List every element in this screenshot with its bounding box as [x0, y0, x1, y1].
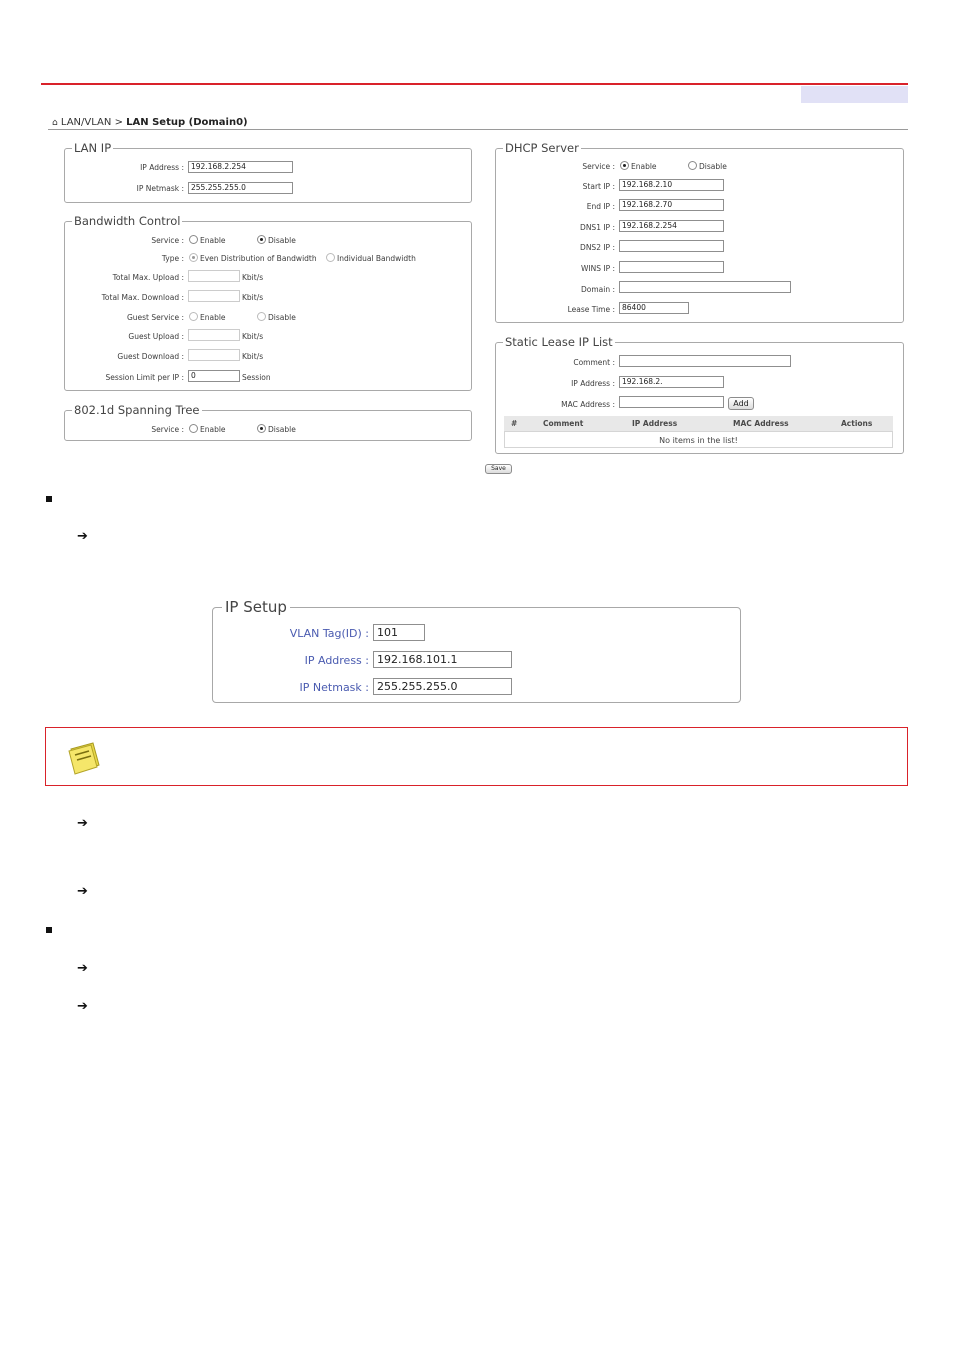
bw-guest-upload-unit: Kbit/s: [242, 332, 264, 341]
bw-service-disable-radio[interactable]: [257, 235, 266, 244]
header-divider: [41, 83, 908, 85]
bw-guest-download-label: Guest Download :: [117, 352, 184, 361]
dhcp-enable-radio[interactable]: [620, 161, 629, 170]
bw-session-input[interactable]: 0: [188, 370, 240, 382]
bw-type-individual-radio[interactable]: [326, 253, 335, 262]
home-icon[interactable]: ⌂: [52, 118, 58, 128]
spanning-tree-panel: [64, 405, 472, 441]
static-lease-table-header: [504, 416, 893, 431]
ip-setup-netmask-input[interactable]: 255.255.255.0: [373, 678, 512, 695]
ip-setup-legend: IP Setup: [222, 598, 290, 616]
breadcrumb: [52, 117, 248, 128]
breadcrumb-separator: >: [114, 117, 123, 128]
column-index: #: [511, 419, 518, 428]
dhcp-dns1-input[interactable]: 192.168.2.254: [619, 220, 724, 232]
note-box: [45, 727, 908, 786]
static-ip-input[interactable]: 192.168.2.: [619, 376, 724, 388]
bw-type-even-label: Even Distribution of Bandwidth: [200, 254, 317, 263]
bw-download-input[interactable]: [188, 290, 240, 302]
bullet-icon: [46, 927, 52, 933]
bandwidth-legend: Bandwidth Control: [74, 214, 181, 228]
column-actions: Actions: [841, 419, 873, 428]
bw-service-enable-label: Enable: [200, 236, 226, 245]
bw-upload-input[interactable]: [188, 270, 240, 282]
lan-ip-panel: [64, 143, 472, 203]
lan-ip-address-label: IP Address :: [140, 163, 184, 172]
dhcp-lease-label: Lease Time :: [567, 305, 615, 314]
column-mac-address: MAC Address: [733, 419, 789, 428]
breadcrumb-current: LAN Setup (Domain0): [126, 117, 248, 128]
lan-ip-netmask-input[interactable]: 255.255.255.0: [188, 182, 293, 194]
bw-upload-label: Total Max. Upload :: [112, 273, 184, 282]
dhcp-disable-label: Disable: [699, 162, 727, 171]
bw-guest-enable-label: Enable: [200, 313, 226, 322]
bw-guest-disable-label: Disable: [268, 313, 296, 322]
dhcp-service-label: Service :: [582, 162, 615, 171]
static-mac-label: MAC Address :: [561, 400, 615, 409]
column-ip-address: IP Address: [632, 419, 678, 428]
bw-guest-enable-radio[interactable]: [189, 312, 198, 321]
arrow-right-icon: ➔: [77, 961, 88, 976]
bw-session-unit: Session: [242, 373, 271, 382]
dhcp-dns1-label: DNS1 IP :: [580, 223, 615, 232]
bw-guest-upload-label: Guest Upload :: [128, 332, 184, 341]
breadcrumb-divider: [48, 129, 908, 130]
breadcrumb-home[interactable]: LAN/VLAN: [60, 117, 112, 128]
arrow-right-icon: ➔: [77, 999, 88, 1014]
dhcp-end-input[interactable]: 192.168.2.70: [619, 199, 724, 211]
static-mac-input[interactable]: [619, 396, 724, 408]
stp-service-label: Service :: [151, 425, 184, 434]
static-ip-label: IP Address :: [571, 379, 615, 388]
stp-disable-label: Disable: [268, 425, 296, 434]
dhcp-domain-input[interactable]: [619, 281, 791, 293]
bw-service-label: Service :: [151, 236, 184, 245]
arrow-right-icon: ➔: [77, 529, 88, 544]
bw-guest-service-label: Guest Service :: [126, 313, 184, 322]
column-comment: Comment: [543, 419, 584, 428]
bw-type-label: Type :: [161, 254, 184, 263]
bw-service-disable-label: Disable: [268, 236, 296, 245]
bw-guest-disable-radio[interactable]: [257, 312, 266, 321]
lan-ip-legend: LAN IP: [74, 141, 112, 155]
bw-type-individual-label: Individual Bandwidth: [337, 254, 416, 263]
stp-disable-radio[interactable]: [257, 424, 266, 433]
stp-enable-label: Enable: [200, 425, 226, 434]
static-lease-table-body: [504, 431, 893, 448]
dhcp-disable-radio[interactable]: [688, 161, 697, 170]
bw-guest-download-input[interactable]: [188, 349, 240, 361]
dhcp-end-label: End IP :: [586, 202, 615, 211]
lan-ip-netmask-label: IP Netmask :: [136, 184, 184, 193]
lan-ip-address-input[interactable]: 192.168.2.254: [188, 161, 293, 173]
dhcp-legend: DHCP Server: [505, 141, 579, 155]
save-button[interactable]: Save: [485, 464, 512, 474]
bw-upload-unit: Kbit/s: [242, 273, 264, 282]
ip-setup-netmask-label: IP Netmask :: [299, 681, 369, 694]
arrow-right-icon: ➔: [77, 884, 88, 899]
static-comment-input[interactable]: [619, 355, 791, 367]
ip-setup-address-label: IP Address :: [304, 654, 369, 667]
static-comment-label: Comment :: [573, 358, 615, 367]
add-button[interactable]: Add: [728, 397, 754, 410]
dhcp-dns2-input[interactable]: [619, 240, 724, 252]
vlan-tag-input[interactable]: 101: [373, 624, 425, 641]
dhcp-domain-label: Domain :: [580, 285, 615, 294]
dhcp-start-input[interactable]: 192.168.2.10: [619, 179, 724, 191]
dhcp-start-label: Start IP :: [582, 182, 615, 191]
stp-enable-radio[interactable]: [189, 424, 198, 433]
bw-session-label: Session Limit per IP :: [105, 373, 184, 382]
bw-guest-download-unit: Kbit/s: [242, 352, 264, 361]
bw-download-unit: Kbit/s: [242, 293, 264, 302]
bw-service-enable-radio[interactable]: [189, 235, 198, 244]
arrow-right-icon: ➔: [77, 816, 88, 831]
dhcp-enable-label: Enable: [631, 162, 657, 171]
note-icon: [65, 741, 103, 775]
bw-guest-upload-input[interactable]: [188, 329, 240, 341]
spanning-tree-legend: 802.1d Spanning Tree: [74, 403, 200, 417]
empty-list-message: No items in the list!: [659, 436, 738, 445]
static-lease-legend: Static Lease IP List: [505, 335, 613, 349]
dhcp-dns2-label: DNS2 IP :: [580, 243, 615, 252]
dhcp-wins-input[interactable]: [619, 261, 724, 273]
ip-setup-address-input[interactable]: 192.168.101.1: [373, 651, 512, 668]
header-tab: [801, 86, 908, 103]
dhcp-wins-label: WINS IP :: [580, 264, 615, 273]
bullet-icon: [46, 496, 52, 502]
bw-download-label: Total Max. Download :: [101, 293, 184, 302]
bw-type-even-radio[interactable]: [189, 253, 198, 262]
dhcp-lease-input[interactable]: 86400: [619, 302, 689, 314]
vlan-tag-label: VLAN Tag(ID) :: [289, 627, 369, 640]
